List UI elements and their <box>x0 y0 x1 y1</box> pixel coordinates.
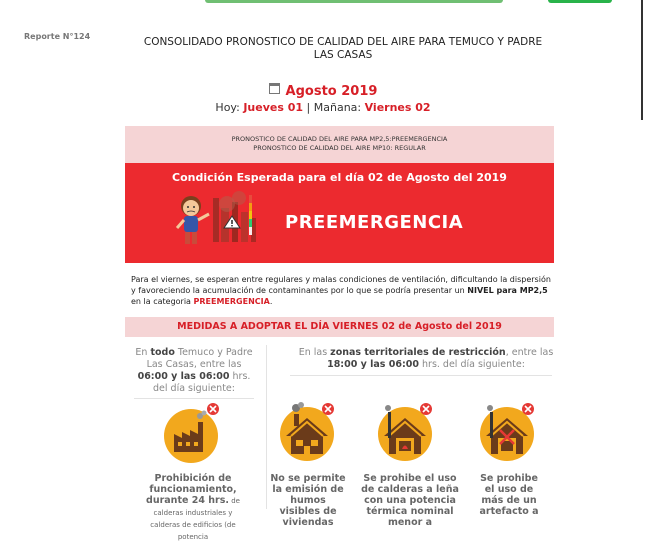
right-intro-divider <box>290 375 552 376</box>
measure-1-caption <box>146 473 240 543</box>
paragraph-text-3: . <box>269 297 273 306</box>
today-label: Hoy: <box>215 101 244 114</box>
house-stove-prohibited-icon <box>476 400 538 462</box>
forecast-mp10: PRONOSTICO DE CALIDAD DEL AIRE MP10: REGULAR <box>253 144 426 152</box>
condition-panel <box>125 163 554 263</box>
forecast-mp25: PRONOSTICO DE CALIDAD DEL AIRE PARA MP2,5:PREEMERGENCIA <box>231 135 448 143</box>
days-separator: | Mañana: <box>303 101 365 114</box>
paragraph-bold: NIVEL para MP2,5 <box>467 286 548 295</box>
paragraph-text-2: en la categoria <box>131 297 194 306</box>
measures-heading: MEDIDAS A ADOPTAR EL DÍA VIERNES 02 de Agosto del 2019 <box>125 317 554 337</box>
forecast-summary-box <box>125 126 554 163</box>
measure-3-caption: Se prohibe el uso de calderas a leña con una potencia térmica nominal menor a <box>361 473 459 528</box>
measure-1-small: de calderas industriales y calderas de edificios (de potencia <box>150 497 240 541</box>
left-intro-bold-2: 06:00 y las 06:00 <box>137 371 230 382</box>
right-intro-text-2: , entre las <box>505 347 554 358</box>
house-smoke-prohibited-icon <box>276 400 338 462</box>
column-divider <box>266 345 267 509</box>
left-intro-text-2: Temuco y Padre Las Casas, entre las <box>146 347 253 370</box>
tomorrow-value: Viernes 02 <box>364 101 431 114</box>
right-intro <box>290 347 562 371</box>
left-intro-divider <box>134 398 254 399</box>
measure-2-caption: No se permite la emisión de humos visibles de viviendas <box>270 473 346 528</box>
right-intro-text-3: hrs. del día siguiente: <box>419 359 525 370</box>
month-label: Agosto 2019 <box>285 84 378 99</box>
measure-1-text: Prohibición de funcionamiento, durante 24 hrs. <box>146 473 237 506</box>
report-number: Reporte N°124 <box>24 32 91 41</box>
left-intro-text-1: En <box>135 347 151 358</box>
left-intro-text-3: hrs. del día siguiente: <box>153 371 251 394</box>
days-row <box>0 101 646 114</box>
calendar-icon <box>269 83 280 94</box>
left-intro-bold-1: todo <box>150 347 175 358</box>
top-green-tab <box>548 0 612 3</box>
factory-prohibited-icon <box>160 402 222 464</box>
condition-status: PREEMERGENCIA <box>285 212 464 233</box>
month-heading <box>0 84 646 99</box>
paragraph-text-1: Para el viernes, se esperan entre regulares y malas condiciones de ventilación, dificultando la dispersión y favoreciendo la acumulación de contaminantes por lo que se podría presentar un <box>131 275 551 295</box>
left-intro <box>134 347 254 395</box>
measure-4-caption: Se prohibe el uso de más de un artefacto a <box>479 473 539 517</box>
right-intro-text-1: En las <box>298 347 331 358</box>
right-intro-bold-1: zonas territoriales de restricción <box>330 347 506 358</box>
paragraph-category: PREEMERGENCIA <box>193 297 270 306</box>
right-intro-bold-2: 18:00 y las 06:00 <box>327 359 419 370</box>
today-value: Jueves 01 <box>243 101 304 114</box>
condition-title: Condición Esperada para el día 02 de Agosto del 2019 <box>172 171 507 184</box>
forecast-paragraph <box>131 274 552 307</box>
top-edge-decoration <box>0 0 646 4</box>
smog-alert-illustration-icon <box>169 190 269 250</box>
house-boiler-prohibited-icon <box>374 400 436 462</box>
top-green-bar <box>205 0 503 3</box>
page-title: CONSOLIDADO PRONOSTICO DE CALIDAD DEL AIRE PARA TEMUCO Y PADRE LAS CASAS <box>143 36 543 61</box>
